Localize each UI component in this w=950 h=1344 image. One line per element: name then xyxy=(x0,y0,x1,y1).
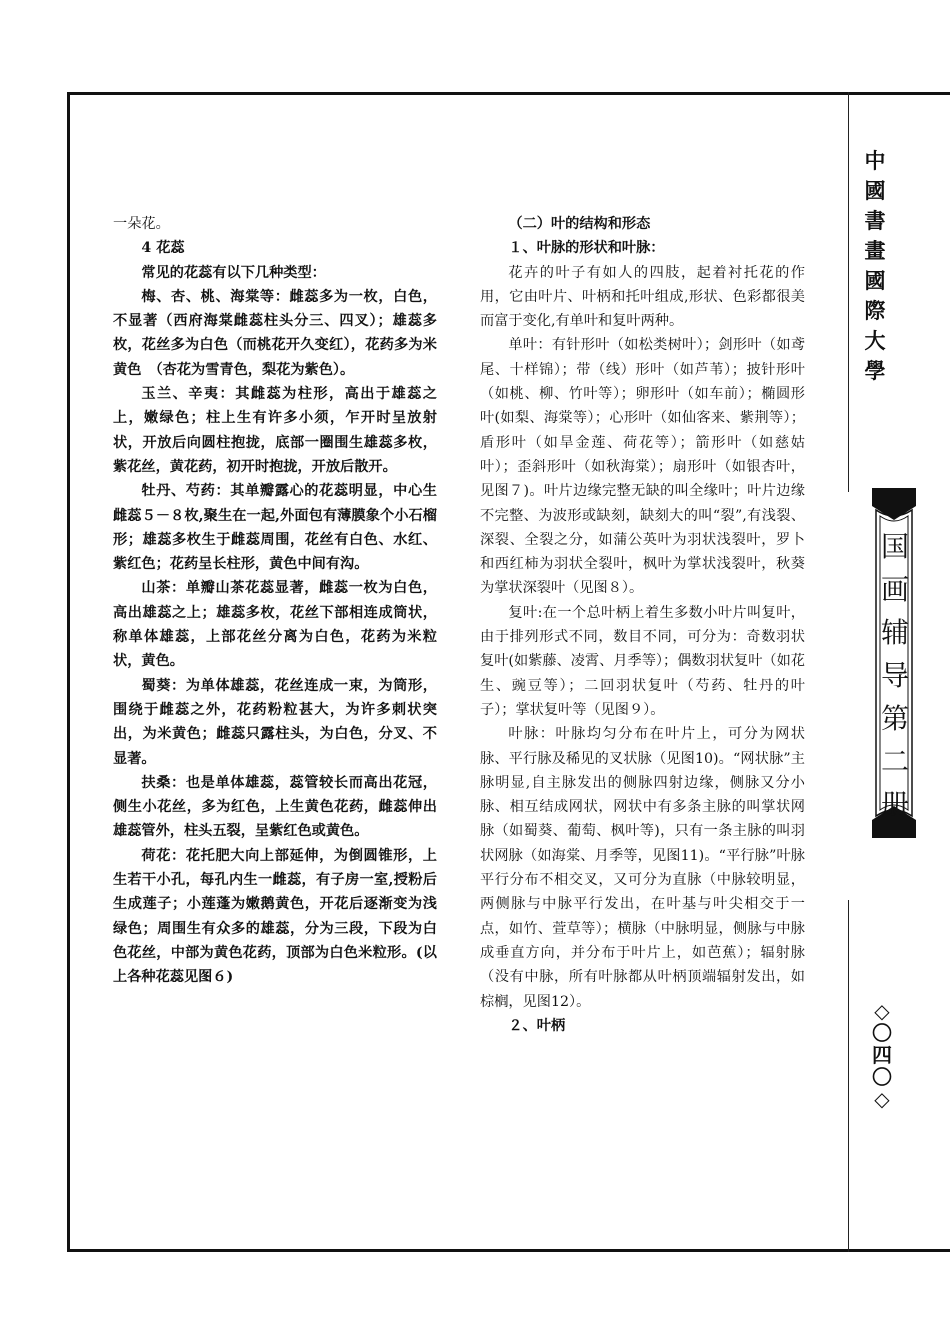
left-column-paragraph: 牡丹、芍药：其单瓣露心的花蕊明显，中心生雌蕊５－８枚,聚生在一起,外面包有薄膜象个小石榴形；雄蕊多枚生于雌蕊周围，花丝有白色、水红、紫红色；花药呈长柱形，黄色中间有沟。 xyxy=(113,483,437,573)
right-column-paragraph: 单叶：有针形叶（如松类树叶）；剑形叶（如鸢尾、十样锦）；带（线）形叶（如芦苇）；披针形叶（如桃、柳、竹叶等）；卵形叶（如车前）；椭圆形叶(如梨、海棠等）；心形叶（如仙客来、紫荆等）；盾形叶（如旱金莲、荷花等）；箭形叶（如慈姑叶）；歪斜形叶（如秋海棠）；扇形叶（如银杏叶，见图７)。叶片边缘完整无缺的叫全缘叶；叶片边缘不完整、为波形或缺刻，缺刻大的叫“裂”,有浅裂、深裂、全裂之分，如蒲公英叶为羽状浅裂叶，罗卜和西红柿为羽状全裂叶，枫叶为掌状浅裂叶，秋葵为掌状深裂叶（见图８）。 xyxy=(480,337,805,597)
title-char: 際 xyxy=(864,298,886,323)
right-column-paragraph: ２、叶柄 xyxy=(508,1017,566,1034)
title-char: 學 xyxy=(864,358,886,383)
page-number-char: ◇ xyxy=(874,1087,890,1111)
left-column-paragraph: 玉兰、辛夷：其雌蕊为柱形，高出于雄蕊之上，嫩绿色；柱上生有许多小须，乍开时呈放射状，开放后向圆柱抱拢，底部一圈围生雄蕊多枚，紫花丝，黄花药，初开时抱拢，开放后散开。 xyxy=(113,386,437,475)
page-number-vertical xyxy=(862,1000,902,1110)
page-number-char: ◇ xyxy=(874,999,890,1023)
right-column-paragraph: 叶脉：叶脉均匀分布在叶片上，可分为网状脉、平行脉及稀见的叉状脉（见图10)。“网状脉”主脉明显,自主脉发出的侧脉四射边缘，侧脉又分小脉、相互结成网状，网状中有多条主脉的叫掌状网脉（如蜀葵、葡萄、枫叶等)，只有一条主脉的叫羽状网脉（如海棠、月季等，见图11)。“平行脉”叶脉平行分布不相交叉，又可分为直脉（中脉较明显，两侧脉与中脉平行发出，在叶基与叶尖相交于一点，如竹、萱草等）；横脉（中脉明显，侧脉与中脉成垂直方向，并分布于叶片上，如芭蕉）；辐射脉（没有中脉，所有叶脉都从叶柄顶端辐射发出，如棕榈，见图12）。 xyxy=(480,726,805,1010)
page-number-char: 〇 xyxy=(872,1021,892,1045)
volume-char: 册 xyxy=(880,788,909,821)
left-column-paragraph: 一朵花。 xyxy=(113,216,170,232)
title-char: 中 xyxy=(864,148,886,173)
page-number-char: 四 xyxy=(872,1043,892,1067)
left-text-column xyxy=(113,212,437,990)
left-column-paragraph: 蜀葵：为单体雄蕊，花丝连成一束，为筒形，围绕于雌蕊之外，花药粉粒甚大，为许多刺状突出，为米黄色；雌蕊只露柱头，为白色，分叉、不显著。 xyxy=(113,677,437,767)
university-title-vertical xyxy=(857,146,893,386)
left-column-paragraph: 4 花蕊 xyxy=(141,240,185,257)
volume-char: 画 xyxy=(880,573,909,606)
volume-char: 第 xyxy=(880,702,909,735)
right-column-paragraph: 花卉的叶子有如人的四肢，起着衬托花的作用，它由叶片、叶柄和托叶组成,形状、色彩都很美而富于变化,有单叶和复叶两种。 xyxy=(480,264,805,330)
left-column-paragraph: 扶桑：也是单体雄蕊，蕊管较长而高出花冠，侧生小花丝，多为红色，上生黄色花药，雌蕊伸出雄蕊管外，柱头五裂，呈紫红色或黄色。 xyxy=(113,774,437,840)
volume-char: 辅 xyxy=(880,616,909,649)
title-char: 國 xyxy=(864,178,886,203)
sidebar-divider-bottom xyxy=(848,900,849,1252)
sidebar-divider-top xyxy=(848,92,849,492)
right-column-paragraph: 复叶:在一个总叶柄上着生多数小叶片叫复叶，由于排列形式不同，数目不同，可分为：奇数羽状复叶(如紫藤、凌霄、月季等）；偶数羽状复叶（如花生、豌豆等）；二回羽状复叶（芍药、牡丹的叶子）；掌状复叶等（见图９）。 xyxy=(480,604,805,718)
page-number-char: 〇 xyxy=(872,1065,892,1089)
title-char: 書 xyxy=(864,208,886,233)
volume-char: 国 xyxy=(880,530,909,563)
title-char: 大 xyxy=(864,328,886,353)
left-column-paragraph: 常见的花蕊有以下几种类型： xyxy=(141,264,326,281)
volume-char: 二 xyxy=(880,745,909,778)
left-column-paragraph: 荷花：花托肥大向上部延伸，为倒圆锥形，上生若干小孔，每孔内生一雌蕊，有子房一室,授粉后生成莲子；小莲蓬为嫩鹅黄色，开花后逐渐变为浅绿色；周围生有众多的雄蕊，分为三段，下段为白色花丝，中部为黄色花药，顶部为白色米粒形。(以上各种花蕊见图６) xyxy=(113,847,437,986)
right-text-column xyxy=(480,212,805,1038)
left-column-paragraph: 梅、杏、桃、海棠等：雌蕊多为一枚，白色，不显著（西府海棠雌蕊柱头分三、四叉）；雄蕊多枚，花丝多为白色（而桃花开久变红），花药多为米黄色 （杏花为雪青色，梨花为紫色）。 xyxy=(113,288,437,378)
right-column-paragraph: （二）叶的结构和形态 xyxy=(508,216,651,232)
volume-title-vertical xyxy=(870,525,920,826)
title-char: 畫 xyxy=(864,238,886,263)
volume-char: 导 xyxy=(880,659,909,692)
right-column-paragraph: １、叶脉的形状和叶脉： xyxy=(508,240,665,257)
title-char: 國 xyxy=(864,268,886,293)
left-column-paragraph: 山茶：单瓣山茶花蕊显著，雌蕊一枚为白色，高出雄蕊之上；雄蕊多枚，花丝下部相连成筒状，称单体雄蕊，上部花丝分离为白色，花药为米粒状，黄色。 xyxy=(113,580,437,670)
